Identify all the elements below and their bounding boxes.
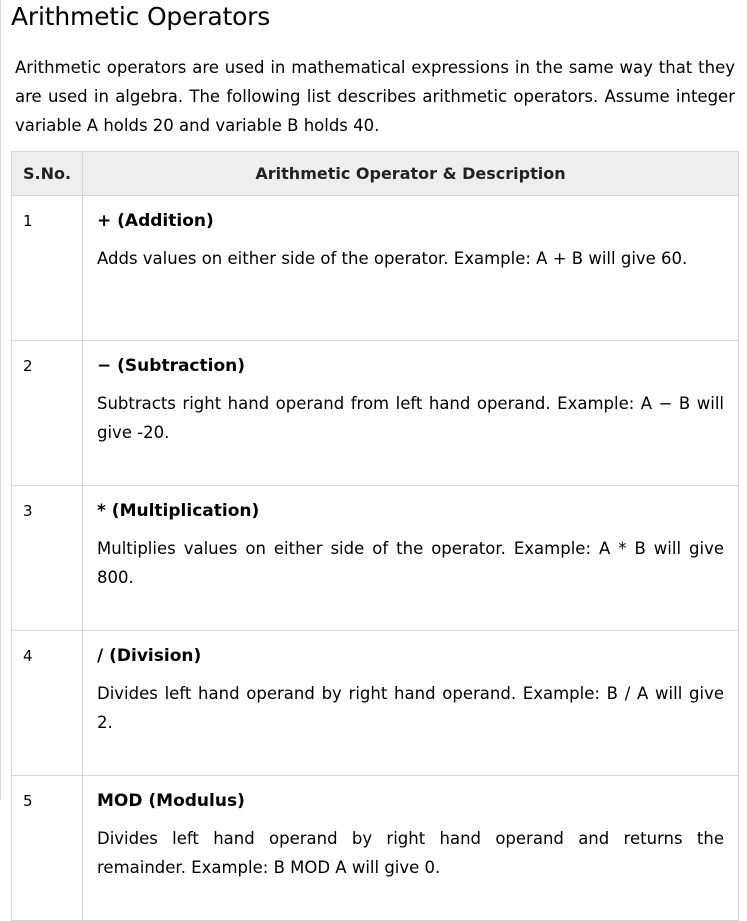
operator-name: MOD (Modulus): [97, 791, 245, 811]
intro-paragraph: Arithmetic operators are used in mathematical expressions in the same way that they are used in algebra. The following list describes arithmetic operators. Assume integer variable A holds 20 and variable B holds 40.: [15, 58, 735, 135]
table-row: [12, 486, 739, 631]
table-row: [12, 776, 739, 921]
operator-name: − (Subtraction): [97, 356, 246, 376]
table-header-row: [12, 152, 739, 196]
operator-cell: [83, 341, 739, 486]
operator-description: Subtracts right hand operand from left hand operand. Example: A − B will give -20.: [97, 394, 724, 442]
operator-description: Divides left hand operand by right hand operand and returns the remainder. Example: B MOD A will give 0.: [97, 829, 724, 877]
operator-cell: [83, 196, 739, 341]
operator-name: / (Division): [97, 646, 202, 666]
operator-cell: [83, 486, 739, 631]
row-number: 5: [12, 776, 83, 921]
table-row: [12, 196, 739, 341]
page-title: Arithmetic Operators: [11, 2, 271, 31]
operator-description: Adds values on either side of the operator. Example: A + B will give 60.: [97, 249, 688, 268]
operator-cell: [83, 631, 739, 776]
operator-description: Multiplies values on either side of the operator. Example: A * B will give 800.: [97, 539, 724, 587]
column-header-sno: S.No.: [12, 152, 83, 196]
operator-cell: [83, 776, 739, 921]
row-number: 2: [12, 341, 83, 486]
table-row: [12, 631, 739, 776]
row-number: 1: [12, 196, 83, 341]
table-row: [12, 341, 739, 486]
operator-description: Divides left hand operand by right hand operand. Example: B / A will give 2.: [97, 684, 724, 732]
row-number: 4: [12, 631, 83, 776]
operators-table: [11, 151, 739, 921]
row-number: 3: [12, 486, 83, 631]
operator-name: + (Addition): [97, 211, 214, 231]
operator-name: * (Multiplication): [97, 501, 260, 521]
column-header-description: Arithmetic Operator & Description: [83, 152, 739, 196]
